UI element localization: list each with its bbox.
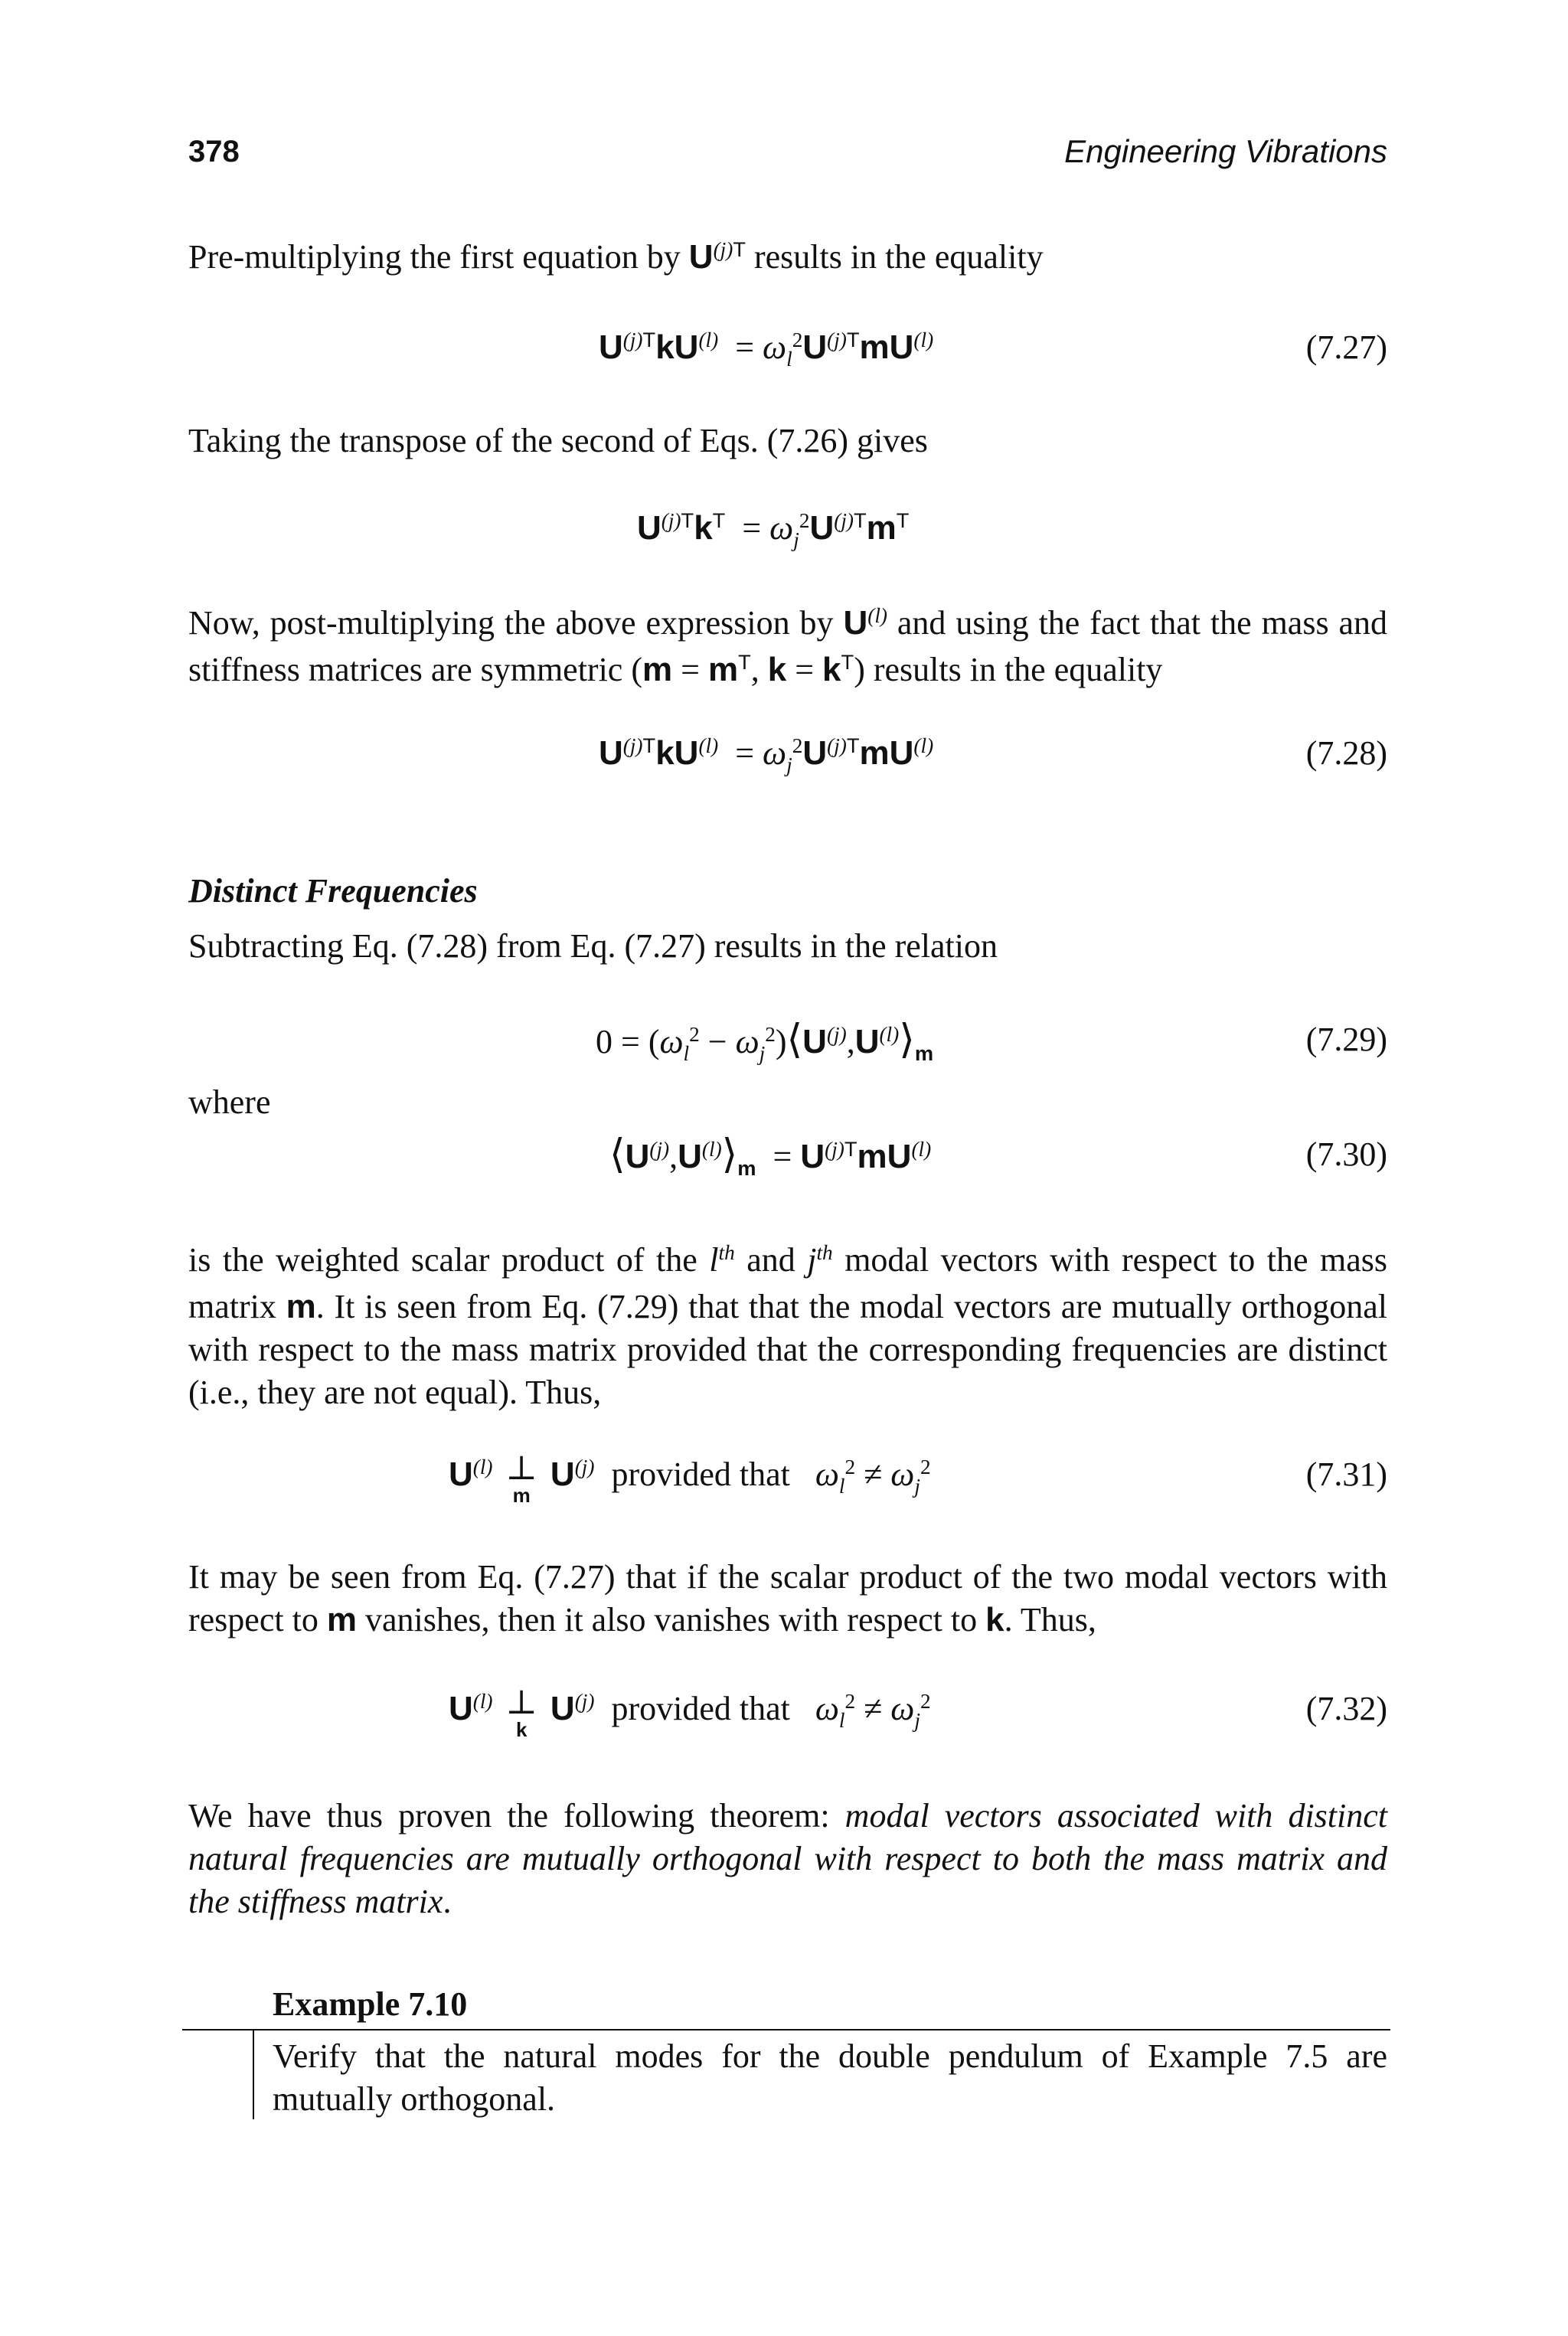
section-heading: Distinct Frequencies	[188, 872, 478, 910]
paragraph-weighted-scalar-product: is the weighted scalar product of the $l^{th}$ and $j^{th}$ modal vectors with respect to the mass matrix m. It is seen from Eq. (7.29) that that the modal vectors are mutually orthogonal with respect to the mass matrix provided that the corresponding frequencies are distinct (i.e., they are not equal). Thus,	[188, 1241, 1388, 1411]
paragraph-subtracting: Subtracting Eq. (7.28) from Eq. (7.27) results in the relation	[188, 927, 998, 965]
paragraph-vanishes: It may be seen from Eq. (7.27) that if the scalar product of the two modal vectors with respect to m vanishes, then it also vanishes with respect to k. Thus,	[188, 1558, 1387, 1638]
example-side-bar	[253, 2029, 254, 2119]
example-body: Verify that the natural modes for the double pendulum of Example 7.5 are mutually orthogonal.	[273, 2037, 1387, 2118]
equation-number-7-29: (7.29)	[1305, 1021, 1387, 1058]
equation-7-32: $U^{(l)}$ ⊥ k $U^{(j)}$ provided that $\omega_l^2 \ne \omega_j^2$	[449, 1684, 931, 1741]
equation-number-7-28: (7.28)	[1305, 734, 1387, 772]
paragraph-theorem: We have thus proven the following theorem: modal vectors associated with distinct natural frequencies are mutually orthogonal with respect to both the mass matrix and the stiffness matrix.	[188, 1797, 1387, 1920]
equation-7-31: $U^{(l)}$ ⊥ m $U^{(j)}$ provided that $\omega_l^2 \ne \omega_j^2$	[449, 1449, 931, 1507]
paragraph-premultiply: Pre-multiplying the first equation by $U^{(j)T}$ results in the equality	[188, 237, 1044, 276]
equation-7-30: $⟨U^{(j)},U^{(l)}⟩_m = U^{(j)T}mU^{(l)}$	[609, 1132, 932, 1180]
equation-transpose: $U^{(j)T}k^T = \omega_j^2U^{(j)T}m^T$	[637, 508, 910, 551]
equation-number-7-31: (7.31)	[1305, 1456, 1387, 1493]
example-rule	[182, 2029, 1390, 2031]
running-header-title: Engineering Vibrations	[1064, 133, 1387, 169]
page-number: 378	[188, 135, 240, 168]
equation-number-7-32: (7.32)	[1305, 1690, 1387, 1727]
equation-7-29: $0 = (\omega_l^2$ − $\omega_j^2)⟨U^{(j)},U^{(l)}⟩_m$	[596, 1018, 934, 1065]
equation-number-7-27: (7.27)	[1305, 328, 1387, 366]
equation-7-27: $U^{(j)T}kU^{(l)} = \omega_l^2U^{(j)T}mU^{(l)}$	[599, 328, 934, 371]
example-title: Example 7.10	[273, 1985, 468, 2023]
where-label: where	[188, 1083, 271, 1121]
paragraph-transpose: Taking the transpose of the second of Eqs. (7.26) gives	[188, 422, 928, 459]
equation-7-28: $U^{(j)T}kU^{(l)} = \omega_j^2U^{(j)T}mU^{(l)}$	[599, 733, 934, 776]
paragraph-postmultiply: Now, post-multiplying the above expression by $U^{(l)}$ and using the fact that the mass and stiffness matrices are symmetric ($m = m^T$, $k = k^T$) results in the equality	[188, 604, 1388, 688]
equation-number-7-30: (7.30)	[1305, 1135, 1387, 1173]
